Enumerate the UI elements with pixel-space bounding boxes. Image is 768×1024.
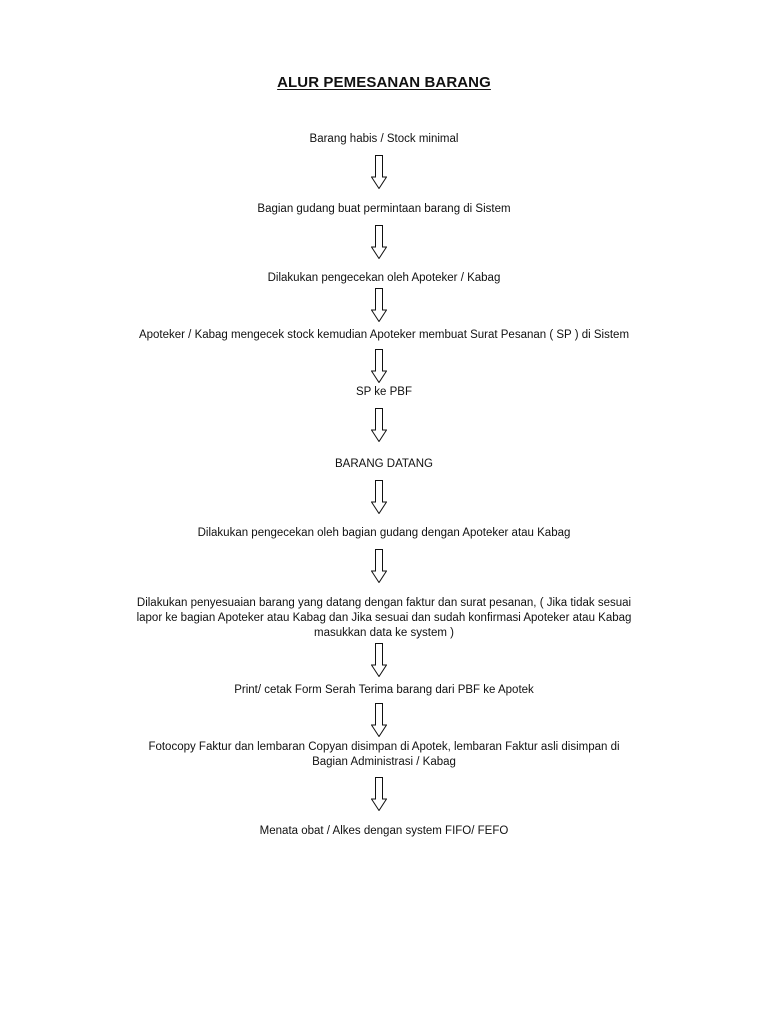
down-arrow-icon [371,349,387,383]
step-5-sp-ke-pbf: SP ke PBF [355,386,413,398]
step-9-cetak-form: Print/ cetak Form Serah Terima barang dari PBF ke Apotek [234,684,534,696]
down-arrow-icon [371,480,387,514]
step-1-stock-minimal: Barang habis / Stock minimal [309,133,459,145]
step-4-surat-pesanan: Apoteker / Kabag mengecek stock kemudian Apoteker membuat Surat Pesanan ( SP ) di Sistem [138,329,630,341]
down-arrow-icon [371,777,387,811]
down-arrow-icon [371,643,387,677]
down-arrow-icon [371,155,387,189]
step-7-pengecekan-gudang: Dilakukan pengecekan oleh bagian gudang dengan Apoteker atau Kabag [197,527,571,539]
down-arrow-icon [371,288,387,322]
diagram-title: ALUR PEMESANAN BARANG [277,74,491,91]
down-arrow-icon [371,408,387,442]
down-arrow-icon [371,549,387,583]
step-8-penyesuaian-barang: Dilakukan penyesuaian barang yang datang dengan faktur dan surat pesanan, ( Jika tidak sesuai lapor ke bagian Apoteker atau Kabag dan Jika sesuai dan sudah konfirmasi Apoteker atau Kabag masukkan data ke system ) [136,597,632,639]
step-2-permintaan-barang: Bagian gudang buat permintaan barang di Sistem [257,203,511,215]
down-arrow-icon [371,225,387,259]
step-3-pengecekan-apoteker: Dilakukan pengecekan oleh Apoteker / Kabag [267,272,501,284]
step-11-menata-obat: Menata obat / Alkes dengan system FIFO/ FEFO [259,825,509,837]
step-6-barang-datang: BARANG DATANG [335,458,433,470]
step-10-fotocopy-faktur: Fotocopy Faktur dan lembaran Copyan disimpan di Apotek, lembaran Faktur asli disimpan di Bagian Administrasi / Kabag [148,741,620,768]
down-arrow-icon [371,703,387,737]
